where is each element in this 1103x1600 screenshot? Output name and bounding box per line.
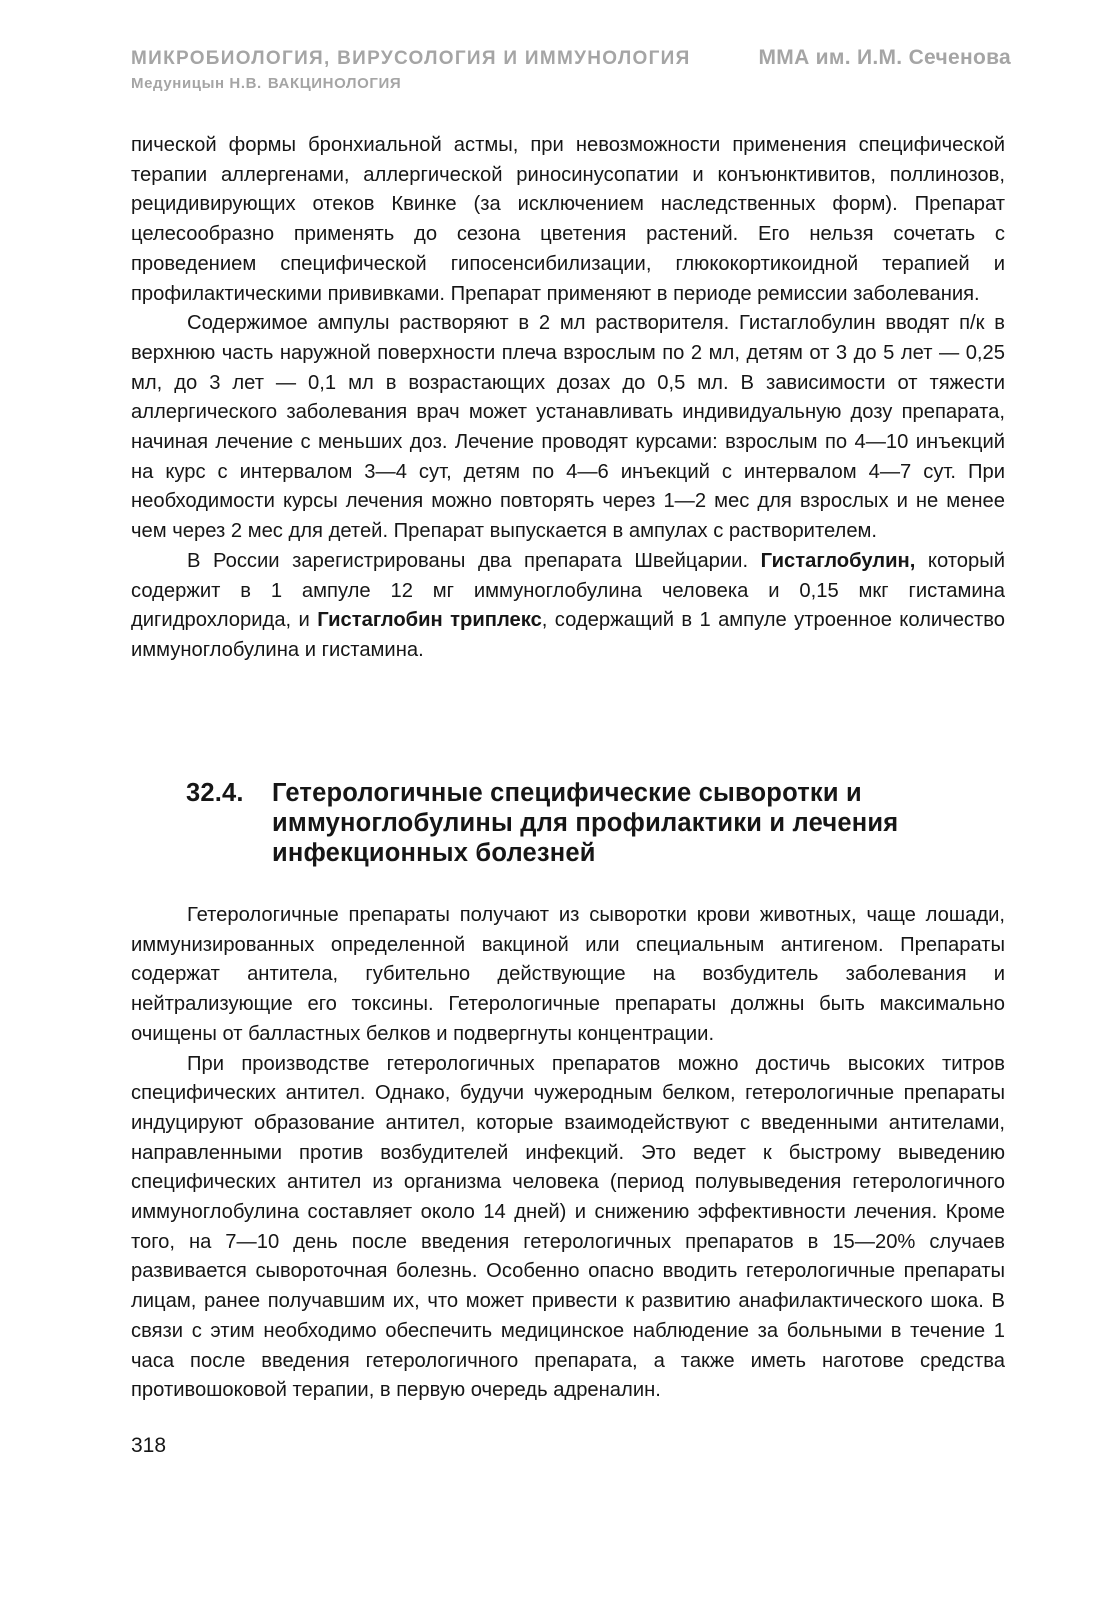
paragraph-text: который содержит в 1 ампуле 12 мг иммуноглобулина человека и 0,15 мкг гистамина дигидрохлорида, и [131, 549, 1005, 632]
page-number: 318 [131, 1434, 167, 1457]
header-subject: МИКРОБИОЛОГИЯ, ВИРУСОЛОГИЯ И ИММУНОЛОГИЯ [131, 48, 691, 69]
body-text-top [131, 131, 1005, 666]
paragraph: При производстве гетерологичных препаратов можно достичь высоких титров специфических антител. Однако, будучи чужеродным белком, гетерологичные препараты индуцируют образование антител, которые взаимодействуют с введенными антителами, направленными против возбудителей инфекций. Это ведет к быстрому выведению специфических антител из организма человека (период полувыведения гетерологичного иммуноглобулина составляет около 14 дней) и снижению эффективности лечения. Кроме того, на 7—10 день после введения гетерологичных препаратов в 15—20% случаев развивается сывороточная болезнь. Особенно опасно вводить гетерологичные препараты лицам, ранее получавшим их, что может привести к развитию анафилактического шока. В связи с этим необходимо обеспечить медицинское наблюдение за больными в течение 1 часа после введения гетерологичного препарата, а также иметь наготове средства противошоковой терапии, в первую очередь адреналин. [131, 1052, 1005, 1402]
body-text-bottom [131, 901, 1005, 1406]
drug-name-bold: Гистаглобулин, [760, 549, 916, 572]
paragraph [131, 547, 1005, 666]
header-book-title: ВАКЦИНОЛОГИЯ [267, 75, 402, 92]
paragraph: пической формы бронхиальной астмы, при невозможности применения специфической терапии аллергенами, аллергической риносинусопатии и конъюнктивитов, поллинозов, рецидивирующих отеков Квинке (за исключением наследственных форм). Препарат целесообразно применять до сезона цветения растений. Его нельзя сочетать с проведением специфической гипосенсибилизации, глюкокортикоидной терапией и профилактическими прививками. Препарат применяют в периоде ремиссии заболевания. [131, 134, 1005, 305]
header-bottom-row [131, 75, 1011, 92]
paragraph: Гетерологичные препараты получают из сыворотки крови животных, чаще лошади, иммунизированных определенной вакциной или специальным антигеном. Препараты содержат антитела, губительно действующие на возбудитель заболевания и нейтрализующие его токсины. Гетерологичные препараты должны быть максимально очищены от балластных белков и подвергнуты концентрации. [131, 904, 1005, 1045]
section-number: 32.4. [186, 779, 244, 807]
paragraph: Содержимое ампулы растворяют в 2 мл растворителя. Гистаглобулин вводят п/к в верхнюю часть наружной поверхности плеча взрослым по 2 мл, детям от 3 до 5 лет — 0,25 мл, до 3 лет — 0,1 мл в возрастающих дозах до 0,5 мл. В зависимости от тяжести аллергического заболевания врач может устанавливать индивидуальную дозу препарата, начиная лечение с меньших доз. Лечение проводят курсами: взрослым по 4—10 инъекций на курс с интервалом 3—4 сут, детям по 4—6 инъекций с интервалом 4—7 сут. При необходимости курсы лечения можно повторять через 1—2 мес для взрослых и не менее чем через 2 мес для детей. Препарат выпускается в ампулах с растворителем. [131, 312, 1005, 543]
running-header [131, 46, 1011, 92]
drug-name-bold: Гистаглобин триплекс [317, 609, 542, 632]
section-title: Гетерологичные специфические сыворотки и иммуноглобулины для профилактики и лечения инфекционных болезней [272, 779, 899, 867]
header-author: Медуницын Н.В. [131, 75, 262, 92]
paragraph-text: В России зарегистрированы два препарата Швейцарии. [187, 549, 749, 572]
header-top-row [131, 46, 1011, 70]
header-institution: ММА им. И.М. Сеченова [758, 46, 1011, 69]
section-heading [186, 778, 1016, 868]
paragraph-text: , содержащий в 1 ампуле утроенное количество иммуноглобулина и гистамина. [131, 609, 1006, 661]
